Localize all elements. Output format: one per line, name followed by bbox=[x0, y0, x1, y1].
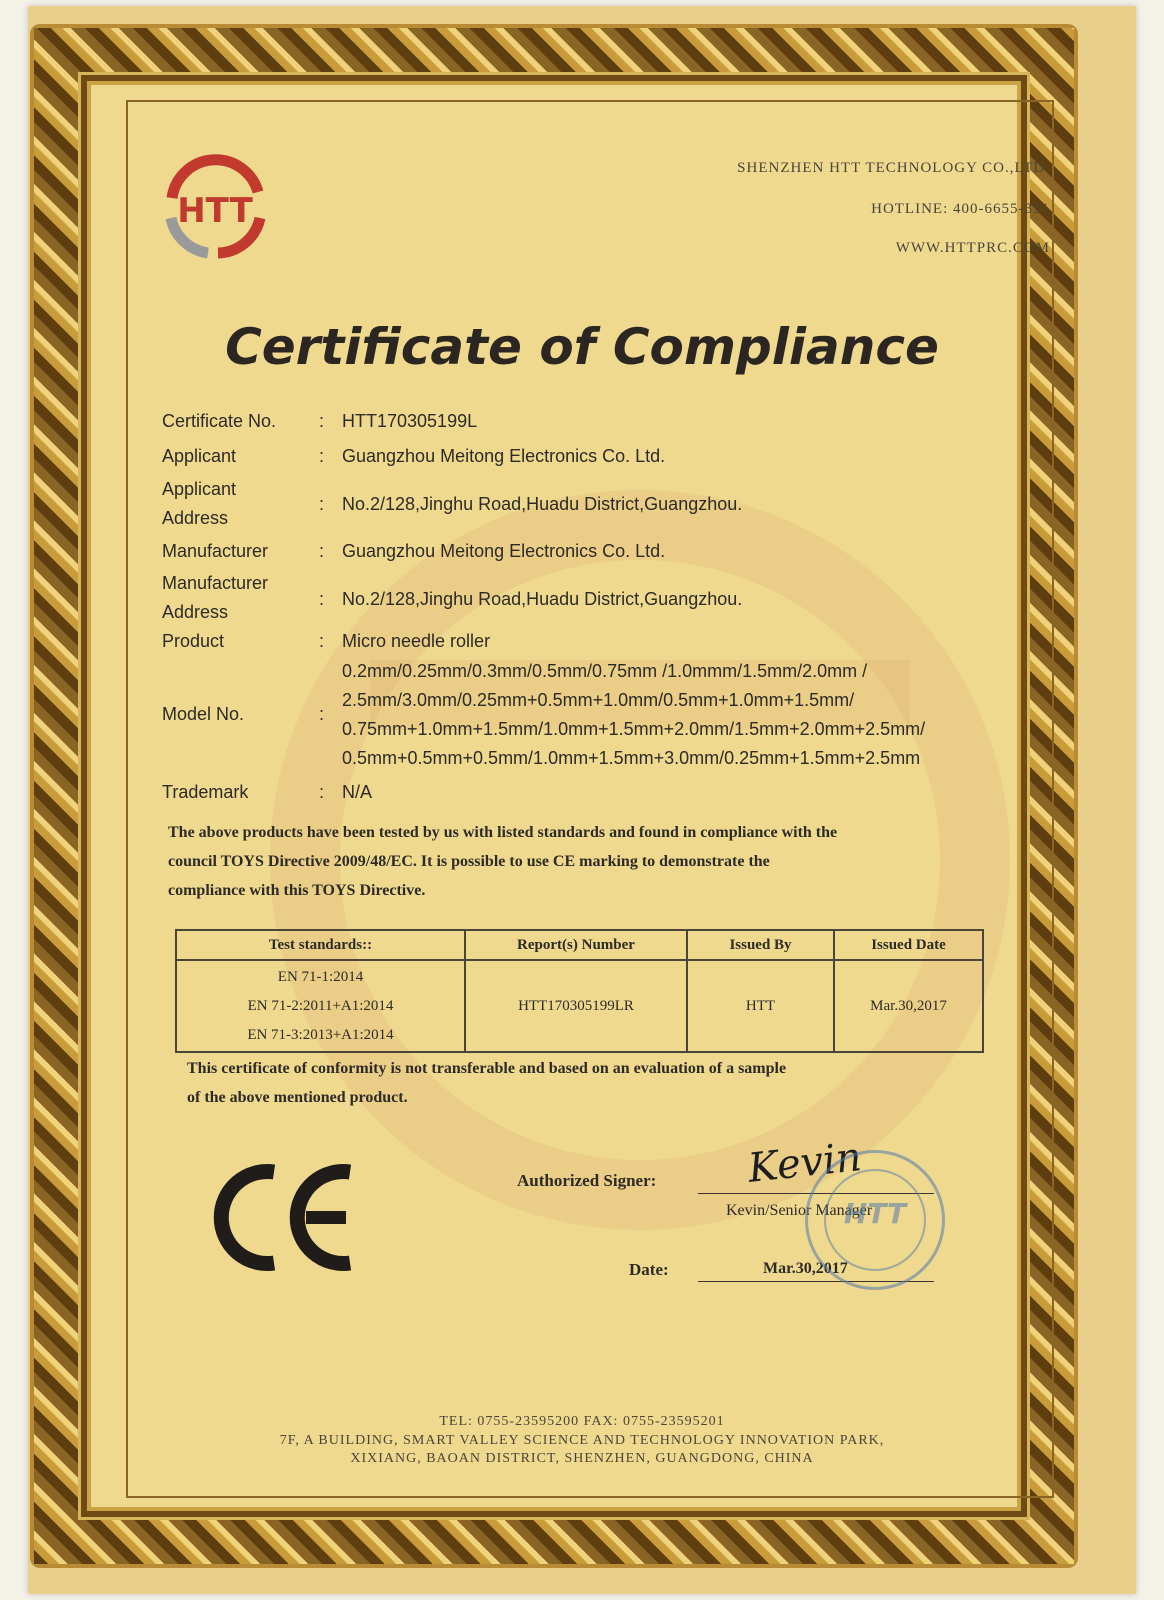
model-no-line: 0.2mm/0.25mm/0.3mm/0.5mm/0.75mm /1.0mmm/1.5mm/2.0mm / bbox=[342, 661, 868, 681]
footer-address-line-1: 7F, A BUILDING, SMART VALLEY SCIENCE AND TECHNOLOGY INNOVATION PARK, bbox=[279, 1433, 885, 1448]
statement-line: council TOYS Directive 2009/48/EC. It is possible to use CE marking to demonstrate the bbox=[168, 853, 770, 870]
header-issued-by: Issued By bbox=[687, 930, 834, 960]
model-no-line: 0.5mm+0.5mm+0.5mm/1.0mm+1.5mm+3.0mm/0.25mm+1.5mm+2.5mm bbox=[342, 748, 921, 768]
company-hotline: HOTLINE: 400-6655-351 bbox=[871, 201, 1050, 217]
manufacturer-address-label-2: Address bbox=[162, 602, 229, 622]
header-test-standards: Test standards:: bbox=[176, 930, 465, 960]
colon: : bbox=[319, 589, 325, 609]
signature-date: Mar.30,2017 bbox=[763, 1260, 848, 1277]
model-no-line: 0.75mm+1.0mm+1.5mm/1.0mm+1.5mm+2.0mm/1.5mm+2.0mm+2.5mm/ bbox=[342, 719, 926, 739]
htt-logo bbox=[158, 152, 272, 266]
product-label: Product bbox=[162, 631, 225, 651]
statement-line: The above products have been tested by us with listed standards and found in compliance with the bbox=[168, 824, 838, 841]
issued-date-cell: Mar.30,2017 bbox=[834, 960, 983, 1052]
company-website: WWW.HTTPRC.COM bbox=[895, 240, 1050, 256]
manufacturer-address-label-1: Manufacturer bbox=[162, 573, 269, 593]
colon: : bbox=[319, 541, 325, 561]
statement-line: compliance with this TOYS Directive. bbox=[168, 882, 426, 899]
model-no-label: Model No. bbox=[162, 704, 245, 724]
logo-text: HTT bbox=[177, 191, 253, 231]
header-report-number: Report(s) Number bbox=[465, 930, 687, 960]
test-standards-table bbox=[175, 929, 984, 1053]
product-value: Micro needle roller bbox=[342, 631, 491, 651]
table-row bbox=[176, 960, 983, 1052]
certificate-no-value: HTT170305199L bbox=[342, 411, 478, 431]
signer-name-title: Kevin/Senior Manager bbox=[726, 1202, 873, 1219]
colon: : bbox=[319, 411, 325, 431]
manufacturer-label: Manufacturer bbox=[162, 541, 269, 561]
table-header-row bbox=[176, 930, 983, 960]
date-label: Date: bbox=[629, 1260, 669, 1279]
handwritten-signature: Kevin bbox=[745, 1134, 864, 1192]
seal-text: HTT bbox=[843, 1197, 907, 1230]
ce-mark bbox=[210, 1160, 360, 1275]
standard-item: EN 71-2:2011+A1:2014 bbox=[247, 997, 394, 1014]
certificate-title: Certificate of Compliance bbox=[225, 318, 939, 376]
trademark-value: N/A bbox=[342, 782, 373, 802]
applicant-address-label-2: Address bbox=[162, 508, 229, 528]
manufacturer-value: Guangzhou Meitong Electronics Co. Ltd. bbox=[342, 541, 666, 561]
company-seal bbox=[805, 1150, 945, 1290]
colon: : bbox=[319, 494, 325, 514]
standard-item: EN 71-3:2013+A1:2014 bbox=[247, 1026, 394, 1043]
footer-contact: TEL: 0755-23595200 FAX: 0755-23595201 bbox=[439, 1414, 725, 1429]
compliance-statement bbox=[168, 818, 837, 905]
issued-by-cell: HTT bbox=[687, 960, 834, 1052]
authorized-signer-label: Authorized Signer: bbox=[517, 1171, 657, 1190]
applicant-value: Guangzhou Meitong Electronics Co. Ltd. bbox=[342, 446, 666, 466]
standard-item: EN 71-1:2014 bbox=[277, 968, 364, 985]
colon: : bbox=[319, 631, 325, 651]
applicant-label: Applicant bbox=[162, 446, 237, 466]
colon: : bbox=[319, 446, 325, 466]
colon: : bbox=[319, 782, 325, 802]
applicant-address-value: No.2/128,Jinghu Road,Huadu District,Guangzhou. bbox=[342, 494, 743, 514]
applicant-address-label-1: Applicant bbox=[162, 479, 237, 499]
report-number-cell: HTT170305199LR bbox=[465, 960, 687, 1052]
standards-cell bbox=[176, 960, 465, 1052]
certificate-no-label: Certificate No. bbox=[162, 411, 277, 431]
header-issued-date: Issued Date bbox=[834, 930, 983, 960]
note-line: of the above mentioned product. bbox=[187, 1089, 408, 1106]
footer-address-line-2: XIXIANG, BAOAN DISTRICT, SHENZHEN, GUANGDONG, CHINA bbox=[350, 1451, 814, 1466]
trademark-label: Trademark bbox=[162, 782, 249, 802]
note-line: This certificate of conformity is not transferable and based on an evaluation of a sample bbox=[187, 1060, 787, 1077]
model-no-line: 2.5mm/3.0mm/0.25mm+0.5mm+1.0mm/0.5mm+1.0mm+1.5mm/ bbox=[342, 690, 855, 710]
transfer-note bbox=[187, 1054, 786, 1112]
manufacturer-address-value: No.2/128,Jinghu Road,Huadu District,Guangzhou. bbox=[342, 589, 743, 609]
colon: : bbox=[319, 704, 325, 724]
company-name: SHENZHEN HTT TECHNOLOGY CO.,LTD. bbox=[737, 160, 1050, 176]
